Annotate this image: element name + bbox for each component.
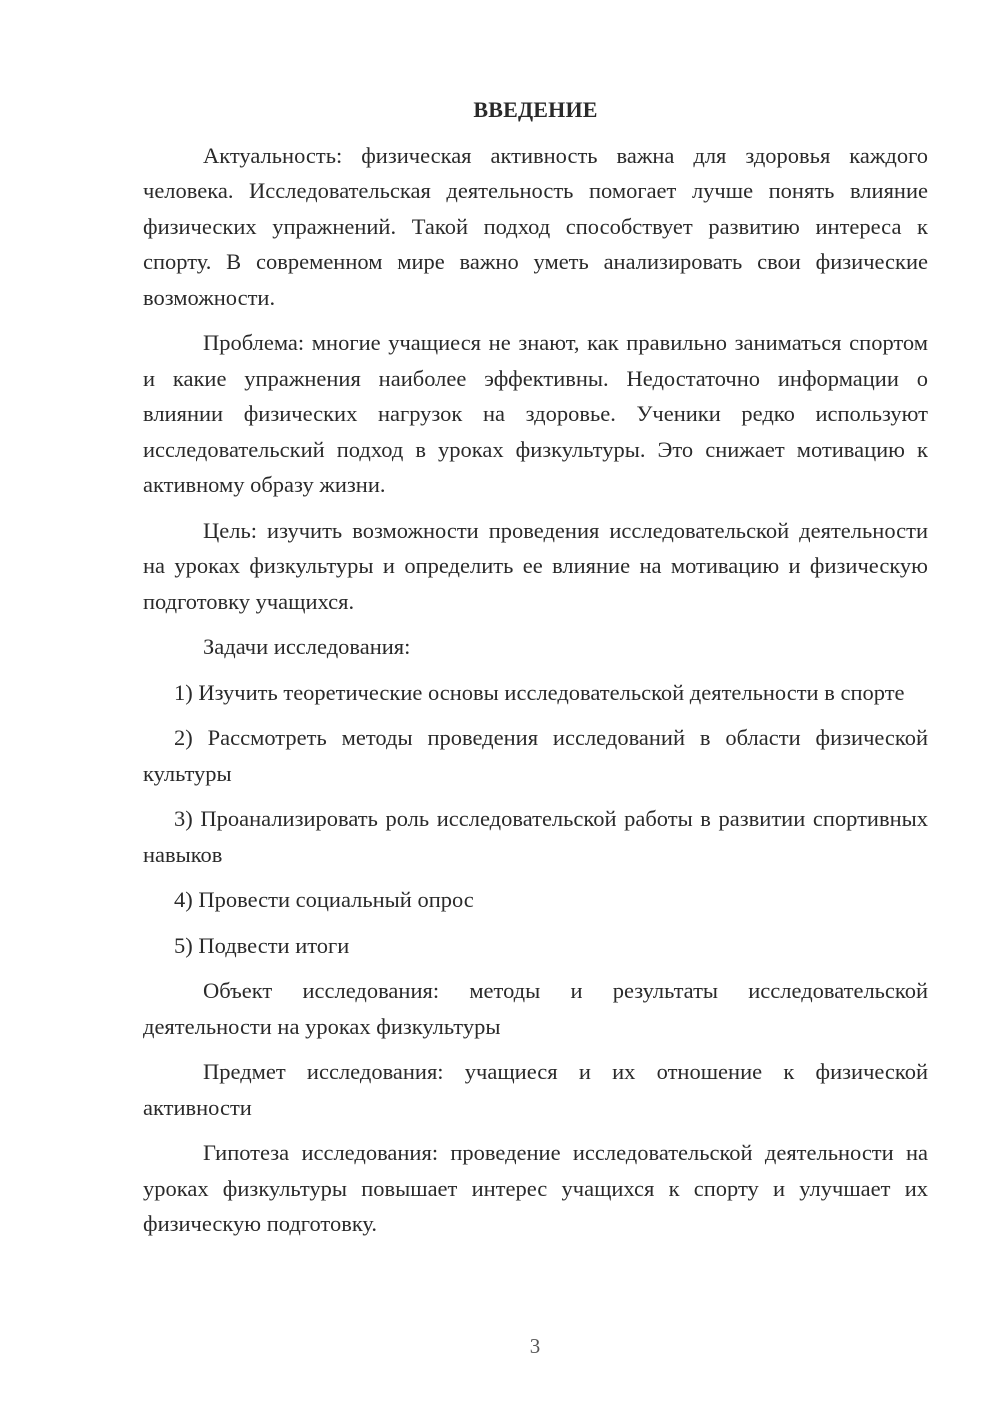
tasks-heading: Задачи исследования: (203, 634, 411, 659)
paragraph-goal: Цель: изучить возможности проведения исследовательской деятельности на уроках физкультуры и определить ее влияние на мотивацию и физическую подготовку учащихся. (143, 517, 928, 614)
paragraph-problem: Проблема: многие учащиеся не знают, как правильно заниматься спортом и какие упражнения наиболее эффективны. Недостаточно информации о влиянии физических нагрузок на здоровье. Ученики редко используют исследовательский подход в уроках физкультуры. Это снижает мотивацию к активному образу жизни. (143, 330, 928, 497)
paragraph-relevance: Актуальность: физическая активность важна для здоровья каждого человека. Исследовательская деятельность помогает лучше понять влияние физических упражнений. Такой подход способствует развитию интереса к спорту. В современном мире важно уметь анализировать свои физические возможности. (143, 142, 928, 310)
task-item: 2) Рассмотреть методы проведения исследований в области физической культуры (143, 725, 928, 786)
paragraph-hypothesis: Гипотеза исследования: проведение исследовательской деятельности на уроках физкультуры повышает интерес учащихся к спорту и улучшает их физическую подготовку. (143, 1140, 928, 1236)
task-item: 1) Изучить теоретические основы исследовательской деятельности в спорте (174, 679, 905, 705)
task-list (143, 675, 928, 964)
page-content (143, 92, 928, 1252)
section-title: ВВЕДЕНИЕ (473, 97, 598, 122)
task-item: 3) Проанализировать роль исследовательской работы в развитии спортивных навыков (143, 806, 928, 867)
paragraph-subject: Предмет исследования: учащиеся и их отношение к физической активности (143, 1059, 928, 1120)
task-item: 5) Подвести итоги (174, 932, 350, 958)
page-number: 3 (529, 1334, 541, 1358)
paragraph-object: Объект исследования: методы и результаты исследовательской деятельности на уроках физкультуры (143, 978, 928, 1039)
task-item: 4) Провести социальный опрос (174, 887, 474, 912)
